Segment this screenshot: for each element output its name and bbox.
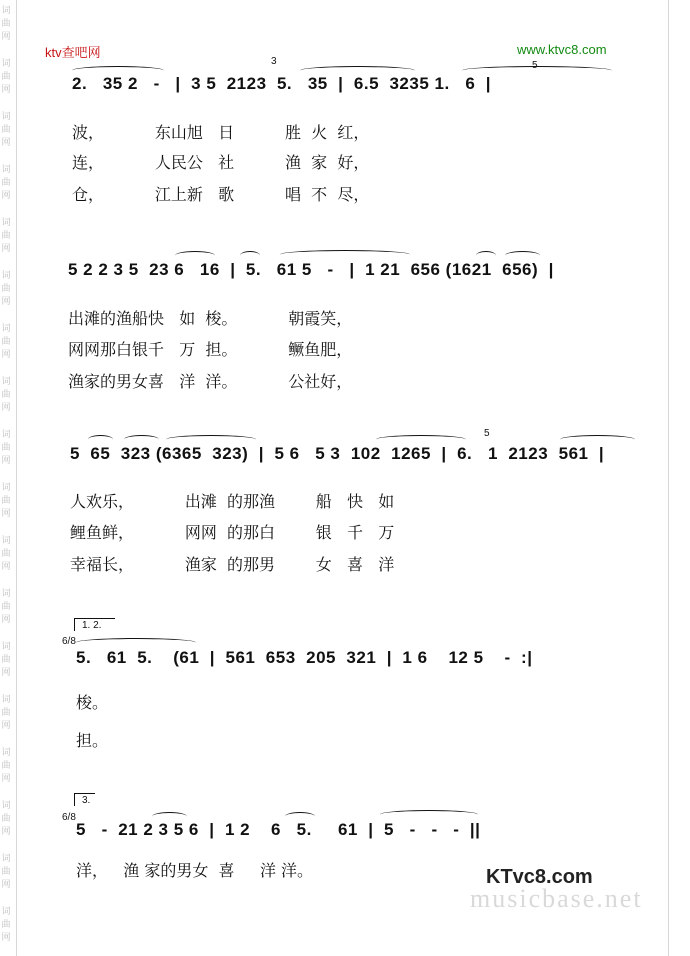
margin-glyph: 词 bbox=[1, 218, 11, 228]
lyric-line: 担。 bbox=[76, 731, 109, 750]
margin-glyph: 网 bbox=[1, 244, 11, 254]
margin-glyph: 网 bbox=[1, 615, 11, 625]
margin-glyph: 网 bbox=[1, 85, 11, 95]
notation-line: 5 65 323 (6365 323) | 5 6 5 3 102 1265 | 6. 1 2123 561 | bbox=[70, 444, 605, 463]
margin-glyph: 曲 bbox=[1, 390, 11, 400]
margin-glyph: 网 bbox=[1, 721, 11, 731]
notation-line: 5 2 2 3 5 23 6 16 | 5. 61 5 - | 1 21 656 (1621 656) | bbox=[68, 260, 554, 279]
slur bbox=[88, 435, 113, 444]
slur bbox=[376, 435, 466, 444]
logo-watermark-faded: musicbase.net bbox=[470, 884, 643, 913]
margin-rule-left bbox=[16, 0, 17, 956]
margin-glyph: 曲 bbox=[1, 72, 11, 82]
margin-rule-right bbox=[668, 0, 669, 956]
slur bbox=[300, 66, 415, 75]
watermark-right: www.ktvc8.com bbox=[517, 42, 607, 57]
margin-glyph: 曲 bbox=[1, 761, 11, 771]
notation-line: 5 - 21 2 3 5 6 | 1 2 6 5. 61 | 5 - - - || bbox=[76, 820, 481, 839]
margin-glyph: 词 bbox=[1, 589, 11, 599]
margin-glyph: 词 bbox=[1, 430, 11, 440]
margin-glyph: 词 bbox=[1, 165, 11, 175]
margin-glyph: 网 bbox=[1, 138, 11, 148]
lyric-line: 洋， 渔 家的男女 喜 洋 洋。 bbox=[76, 861, 314, 880]
slur bbox=[76, 638, 196, 647]
margin-glyph: 网 bbox=[1, 456, 11, 466]
slur bbox=[152, 812, 187, 821]
margin-glyph: 词 bbox=[1, 112, 11, 122]
margin-glyph: 曲 bbox=[1, 602, 11, 612]
margin-glyph: 词 bbox=[1, 536, 11, 546]
margin-glyph: 词 bbox=[1, 324, 11, 334]
margin-glyph: 曲 bbox=[1, 496, 11, 506]
slur bbox=[175, 251, 215, 260]
margin-glyph: 网 bbox=[1, 774, 11, 784]
margin-glyph: 曲 bbox=[1, 920, 11, 930]
margin-glyph: 词 bbox=[1, 695, 11, 705]
margin-glyph: 网 bbox=[1, 562, 11, 572]
lyric-line: 出滩的渔船快 如 梭。 朝霞笑， bbox=[68, 309, 353, 328]
margin-glyph: 网 bbox=[1, 509, 11, 519]
lyric-line: 仓， 江上新 歌 唱 不 尽， bbox=[72, 185, 370, 204]
lyric-line: 连， 人民公 社 渔 家 好， bbox=[72, 153, 370, 172]
margin-glyph: 曲 bbox=[1, 655, 11, 665]
grace-note: 5 bbox=[484, 428, 490, 439]
slur bbox=[124, 435, 159, 444]
margin-glyph: 曲 bbox=[1, 19, 11, 29]
time-signature: 6/8 bbox=[62, 812, 76, 823]
margin-glyph: 曲 bbox=[1, 284, 11, 294]
margin-glyph: 曲 bbox=[1, 867, 11, 877]
margin-glyph: 网 bbox=[1, 668, 11, 678]
margin-glyph: 曲 bbox=[1, 443, 11, 453]
slur bbox=[285, 812, 315, 821]
margin-glyph: 词 bbox=[1, 59, 11, 69]
margin-glyph: 网 bbox=[1, 191, 11, 201]
logo-watermark: KTvc8.com bbox=[486, 866, 593, 888]
margin-glyph: 词 bbox=[1, 801, 11, 811]
margin-glyph: 曲 bbox=[1, 549, 11, 559]
margin-glyph: 网 bbox=[1, 297, 11, 307]
notation-line: 5. 61 5. (61 | 561 653 205 321 | 1 6 12 5 - :| bbox=[76, 648, 533, 667]
margin-glyph: 词 bbox=[1, 748, 11, 758]
time-signature: 6/8 bbox=[62, 636, 76, 647]
margin-glyph: 词 bbox=[1, 907, 11, 917]
lyric-line: 渔家的男女喜 洋 洋。 公社好， bbox=[68, 372, 353, 391]
margin-glyph: 词 bbox=[1, 6, 11, 16]
lyric-line: 网网那白银千 万 担。 鳜鱼肥， bbox=[68, 340, 353, 359]
volta-label: 3. bbox=[82, 795, 91, 806]
margin-glyph: 网 bbox=[1, 403, 11, 413]
watermark-left: ktv查吧网 bbox=[45, 45, 101, 60]
slur bbox=[505, 251, 540, 260]
grace-note: 3 bbox=[271, 56, 277, 67]
margin-glyph: 网 bbox=[1, 933, 11, 943]
margin-glyph: 曲 bbox=[1, 337, 11, 347]
lyric-line: 幸福长， 渔家 的那男 女 喜 洋 bbox=[70, 555, 395, 574]
margin-glyph: 词 bbox=[1, 377, 11, 387]
margin-glyph: 曲 bbox=[1, 708, 11, 718]
margin-strip bbox=[0, 0, 14, 956]
margin-glyph: 曲 bbox=[1, 814, 11, 824]
margin-glyph: 词 bbox=[1, 483, 11, 493]
slur bbox=[476, 251, 496, 260]
lyric-line: 梭。 bbox=[76, 693, 109, 712]
notation-line: 2. 35 2 - | 3 5 2123 5. 35 | 6.5 3235 1. 6 | bbox=[72, 74, 492, 93]
slur bbox=[462, 66, 612, 75]
slur bbox=[240, 251, 260, 260]
slur bbox=[72, 66, 164, 75]
lyric-line: 鲤鱼鲜， 网网 的那白 银 千 万 bbox=[70, 523, 395, 542]
volta-label: 1. 2. bbox=[82, 620, 102, 631]
margin-glyph: 词 bbox=[1, 854, 11, 864]
lyric-line: 波， 东山旭 日 胜 火 红， bbox=[72, 123, 370, 142]
margin-glyph: 网 bbox=[1, 350, 11, 360]
slur bbox=[560, 435, 635, 444]
slur bbox=[166, 435, 256, 444]
margin-glyph: 曲 bbox=[1, 178, 11, 188]
margin-glyph: 词 bbox=[1, 642, 11, 652]
slur bbox=[380, 810, 478, 819]
margin-glyph: 曲 bbox=[1, 231, 11, 241]
slur bbox=[280, 250, 410, 259]
lyric-line: 人欢乐， 出滩 的那渔 船 快 如 bbox=[70, 492, 395, 511]
margin-glyph: 网 bbox=[1, 827, 11, 837]
grace-note: 5 bbox=[532, 60, 538, 71]
margin-glyph: 网 bbox=[1, 32, 11, 42]
margin-glyph: 网 bbox=[1, 880, 11, 890]
margin-glyph: 词 bbox=[1, 271, 11, 281]
margin-glyph: 曲 bbox=[1, 125, 11, 135]
